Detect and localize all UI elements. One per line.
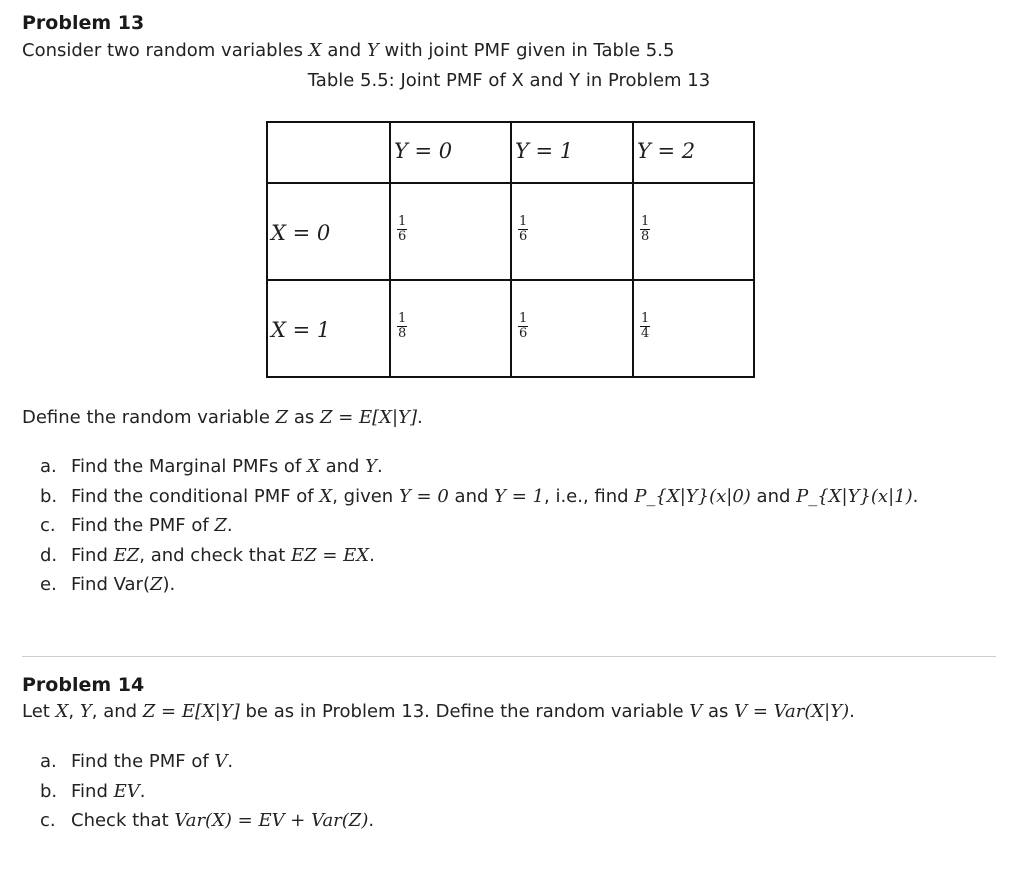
math: X: [307, 456, 320, 477]
pmf-cell: [390, 183, 511, 280]
part-text: Find: [71, 780, 114, 802]
part-text: and: [750, 485, 797, 507]
fraction: [640, 312, 650, 341]
fraction: [397, 312, 407, 341]
part-text: Find the PMF of: [71, 751, 215, 772]
define-as: as: [288, 407, 320, 428]
part-letter: d.: [40, 544, 58, 566]
part-a: [22, 747, 1002, 777]
fraction: [640, 215, 650, 244]
var-y: Y: [366, 40, 379, 61]
part-text: .: [368, 810, 375, 831]
math: Var(X) = EV + Var(Z): [174, 810, 369, 831]
intro-text: be as in Problem 13. Define the random variable: [239, 701, 690, 722]
col-header-y2: [633, 122, 754, 183]
part-c: [22, 511, 1002, 541]
math: EV: [113, 780, 140, 802]
section-divider: [22, 656, 996, 657]
part-letter: b.: [40, 780, 58, 802]
math: EZ = EX: [291, 544, 370, 566]
numerator: 1: [519, 214, 528, 229]
define-post: .: [416, 407, 423, 428]
intro-text: as: [702, 701, 735, 722]
table-corner-cell: [267, 122, 390, 183]
problem-14-section: [22, 673, 1002, 725]
part-letter: c.: [40, 810, 56, 831]
fraction: [397, 215, 407, 244]
part-letter: c.: [40, 515, 56, 536]
part-b: [22, 777, 1002, 807]
part-text: .: [912, 485, 919, 507]
table-caption: Table 5.5: Joint PMF of X and Y in Problem 13: [307, 70, 711, 91]
math: X: [55, 701, 69, 722]
problem-14-parts: [22, 747, 1002, 836]
part-text: .: [139, 780, 146, 802]
part-a: [22, 452, 1002, 482]
table-header-row: [267, 122, 754, 183]
numerator: 1: [398, 311, 407, 326]
part-letter: a.: [40, 456, 57, 477]
part-text: .: [226, 515, 233, 536]
table-row-x0: [267, 183, 754, 280]
problem-13-parts: [22, 452, 1002, 600]
math: Y = 1: [494, 485, 544, 507]
part-letter: a.: [40, 751, 57, 772]
part-text: Find Var(: [71, 574, 150, 595]
intro-text: ,: [68, 701, 80, 722]
math: P_{X|Y}(x|0): [634, 485, 751, 507]
part-text: , i.e., find: [544, 485, 635, 507]
numerator: 1: [641, 214, 650, 229]
denominator: 8: [641, 229, 650, 244]
fraction: [518, 215, 528, 244]
part-text: ).: [162, 574, 176, 595]
col-header-label: Y = 0: [394, 139, 453, 163]
part-text: Find the PMF of: [71, 515, 215, 536]
row-header-x1: [267, 280, 390, 377]
problem-13-intro: [22, 38, 1002, 64]
col-header-y0: [390, 122, 511, 183]
col-header-label: Y = 2: [637, 139, 696, 163]
pmf-cell: [633, 280, 754, 377]
part-text: , given: [332, 485, 399, 507]
numerator: 1: [519, 311, 528, 326]
intro-text: Consider two random variables: [22, 40, 309, 61]
numerator: 1: [398, 214, 407, 229]
intro-post: with joint PMF given in Table 5.5: [378, 40, 675, 61]
define-z-line: [22, 405, 1002, 431]
math: EZ: [113, 544, 140, 566]
denominator: 8: [398, 326, 407, 341]
pmf-cell: [390, 280, 511, 377]
math: V = Var(X|Y): [734, 701, 850, 722]
part-letter: e.: [40, 574, 57, 595]
pmf-cell: [511, 280, 633, 377]
part-text: Find: [71, 544, 114, 566]
problem-13-title: Problem 13: [22, 12, 145, 34]
part-text: and: [319, 456, 366, 477]
math: Z: [214, 515, 227, 536]
part-text: Find the conditional PMF of: [71, 485, 320, 507]
math: Z: [149, 574, 163, 595]
define-text: Define the random variable: [22, 407, 276, 428]
problem-14-intro: [22, 699, 1002, 725]
intro-and: and: [321, 40, 367, 61]
part-text: .: [369, 544, 375, 566]
pmf-cell: [511, 183, 633, 280]
part-text: Check that: [71, 810, 175, 831]
part-text: Find the Marginal PMFs of: [71, 456, 308, 477]
row-header-x0: [267, 183, 390, 280]
part-text: .: [227, 751, 234, 772]
math: Y: [79, 701, 92, 722]
pmf-cell: [633, 183, 754, 280]
math: V: [689, 701, 703, 722]
var-z: Z: [275, 407, 289, 428]
math: Y = 0: [398, 485, 449, 507]
col-header-y1: [511, 122, 633, 183]
denominator: 6: [519, 229, 528, 244]
intro-text: Let: [22, 701, 56, 722]
part-text: , and check that: [139, 544, 291, 566]
intro-text: , and: [91, 701, 143, 722]
part-b: [22, 482, 1002, 512]
z-definition: Z = E[X|Y]: [319, 407, 417, 428]
math: Y: [365, 456, 378, 477]
joint-pmf-table: [266, 121, 755, 378]
part-letter: b.: [40, 485, 58, 507]
math: V: [214, 751, 228, 772]
math: P_{X|Y}(x|1): [796, 485, 913, 507]
part-d: [22, 541, 1002, 571]
problem-14-title: Problem 14: [22, 674, 145, 696]
var-x: X: [308, 40, 322, 61]
math: X: [319, 485, 333, 507]
part-c: [22, 806, 1002, 836]
part-e: [22, 570, 1002, 600]
intro-text: .: [849, 701, 855, 722]
part-text: and: [448, 485, 495, 507]
row-header-label: X = 0: [271, 221, 331, 245]
table-row-x1: [267, 280, 754, 377]
problem-13-section: [22, 11, 1002, 64]
part-text: .: [377, 456, 383, 477]
denominator: 6: [398, 229, 407, 244]
math: Z = E[X|Y]: [142, 701, 240, 722]
denominator: 4: [641, 326, 650, 341]
numerator: 1: [641, 311, 650, 326]
fraction: [518, 312, 528, 341]
col-header-label: Y = 1: [515, 139, 574, 163]
denominator: 6: [519, 326, 528, 341]
row-header-label: X = 1: [271, 318, 331, 342]
